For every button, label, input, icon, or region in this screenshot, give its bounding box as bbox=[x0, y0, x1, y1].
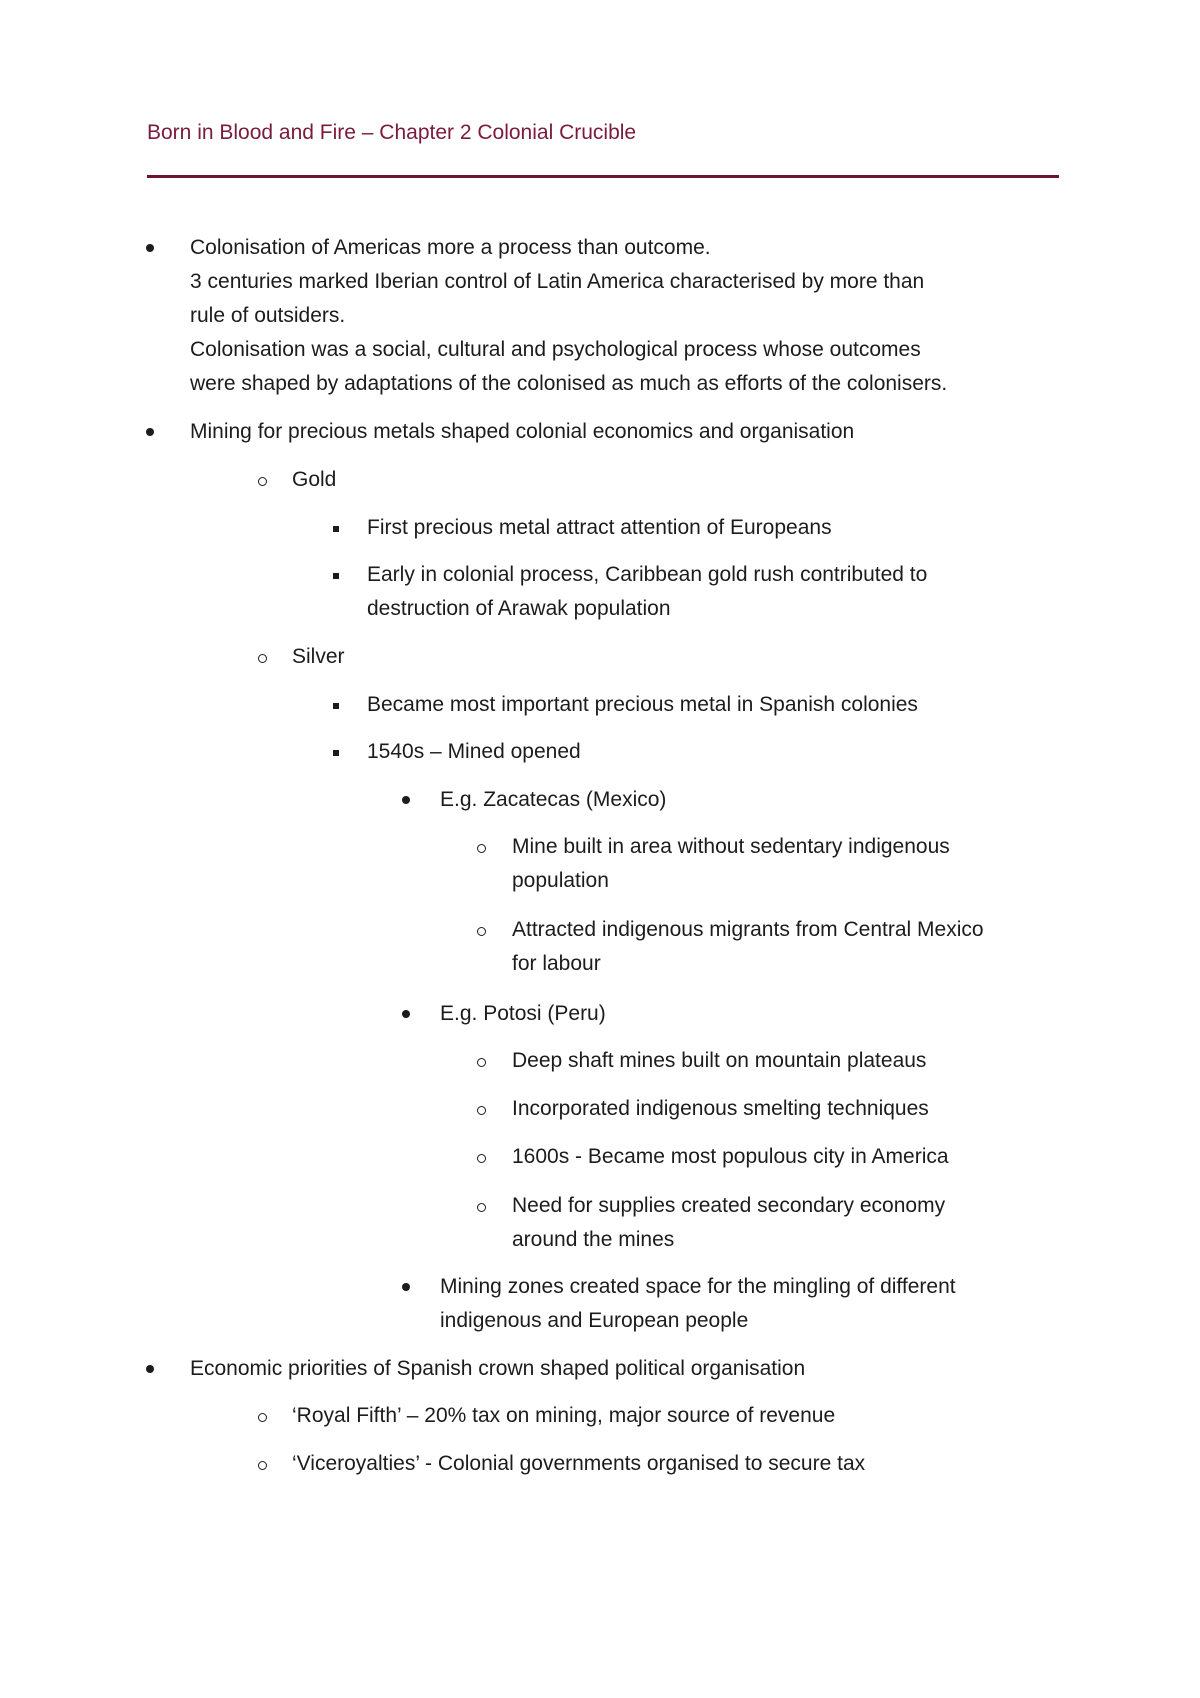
text-line: Early in colonial process, Caribbean gold rush contributed to bbox=[367, 563, 928, 586]
list-item bbox=[190, 231, 947, 401]
bullet-dot-icon bbox=[402, 1283, 410, 1291]
list-item bbox=[292, 1447, 865, 1481]
list-item bbox=[292, 463, 336, 497]
bullet-dot-icon bbox=[146, 1365, 154, 1373]
bullet-square-icon bbox=[333, 750, 339, 756]
list-item bbox=[367, 558, 927, 626]
text-line: 1600s - Became most populous city in America bbox=[512, 1145, 949, 1168]
title-underline bbox=[147, 175, 1059, 178]
list-item bbox=[440, 1270, 956, 1338]
list-item bbox=[292, 640, 345, 674]
text-line: Mine built in area without sedentary indigenous bbox=[512, 835, 950, 858]
text-line: ‘Royal Fifth’ – 20% tax on mining, major source of revenue bbox=[292, 1404, 836, 1427]
bullet-ring-icon bbox=[258, 654, 267, 663]
list-item bbox=[512, 1044, 926, 1078]
text-line: for labour bbox=[512, 952, 601, 975]
bullet-ring-icon bbox=[477, 927, 486, 936]
text-line: around the mines bbox=[512, 1228, 675, 1251]
text-line: E.g. Zacatecas (Mexico) bbox=[440, 788, 667, 811]
text-line: Became most important precious metal in Spanish colonies bbox=[367, 693, 918, 716]
list-item bbox=[512, 830, 950, 898]
bullet-dot-icon bbox=[146, 428, 154, 436]
bullet-dot-icon bbox=[402, 796, 410, 804]
text-line: ‘Viceroyalties’ - Colonial governments organised to secure tax bbox=[292, 1452, 866, 1475]
text-line: Silver bbox=[292, 645, 345, 668]
bullet-dot-icon bbox=[146, 244, 154, 252]
text-line: Colonisation was a social, cultural and psychological process whose outcomes bbox=[190, 338, 921, 361]
list-item bbox=[367, 511, 832, 545]
bullet-ring-icon bbox=[477, 844, 486, 853]
text-line: Mining for precious metals shaped colonial economics and organisation bbox=[190, 420, 855, 443]
list-item bbox=[190, 415, 854, 449]
document-title: Born in Blood and Fire – Chapter 2 Colonial Crucible bbox=[147, 121, 637, 144]
bullet-ring-icon bbox=[477, 1058, 486, 1067]
text-line: E.g. Potosi (Peru) bbox=[440, 1002, 606, 1025]
text-line: rule of outsiders. bbox=[190, 304, 346, 327]
text-line: Deep shaft mines built on mountain plateaus bbox=[512, 1049, 927, 1072]
text-line: Attracted indigenous migrants from Central Mexico bbox=[512, 918, 984, 941]
bullet-square-icon bbox=[333, 526, 339, 532]
text-line: 3 centuries marked Iberian control of Latin America characterised by more than bbox=[190, 270, 925, 293]
text-line: population bbox=[512, 869, 609, 892]
list-item bbox=[367, 688, 918, 722]
text-line: Mining zones created space for the mingling of different bbox=[440, 1275, 956, 1298]
list-item bbox=[512, 1092, 929, 1126]
text-line: destruction of Arawak population bbox=[367, 597, 671, 620]
text-line: Economic priorities of Spanish crown shaped political organisation bbox=[190, 1357, 806, 1380]
text-line: 1540s – Mined opened bbox=[367, 740, 581, 763]
text-line: Need for supplies created secondary economy bbox=[512, 1194, 946, 1217]
bullet-ring-icon bbox=[477, 1203, 486, 1212]
text-line: First precious metal attract attention of Europeans bbox=[367, 516, 832, 539]
bullet-ring-icon bbox=[477, 1154, 486, 1163]
list-item bbox=[292, 1399, 835, 1433]
list-item bbox=[512, 913, 984, 981]
text-line: indigenous and European people bbox=[440, 1309, 749, 1332]
bullet-ring-icon bbox=[258, 1413, 267, 1422]
list-item bbox=[190, 1352, 805, 1386]
list-item bbox=[367, 735, 581, 769]
bullet-square-icon bbox=[333, 703, 339, 709]
text-line: were shaped by adaptations of the colonised as much as efforts of the colonisers. bbox=[190, 372, 948, 395]
text-line: Gold bbox=[292, 468, 337, 491]
text-line: Colonisation of Americas more a process than outcome. bbox=[190, 236, 711, 259]
bullet-ring-icon bbox=[477, 1106, 486, 1115]
bullet-ring-icon bbox=[258, 1461, 267, 1470]
list-item bbox=[440, 997, 606, 1031]
bullet-square-icon bbox=[333, 573, 339, 579]
text-line: Incorporated indigenous smelting techniques bbox=[512, 1097, 929, 1120]
list-item bbox=[512, 1189, 945, 1257]
list-item bbox=[512, 1140, 949, 1174]
list-item bbox=[440, 783, 666, 817]
bullet-dot-icon bbox=[402, 1010, 410, 1018]
bullet-ring-icon bbox=[258, 477, 267, 486]
